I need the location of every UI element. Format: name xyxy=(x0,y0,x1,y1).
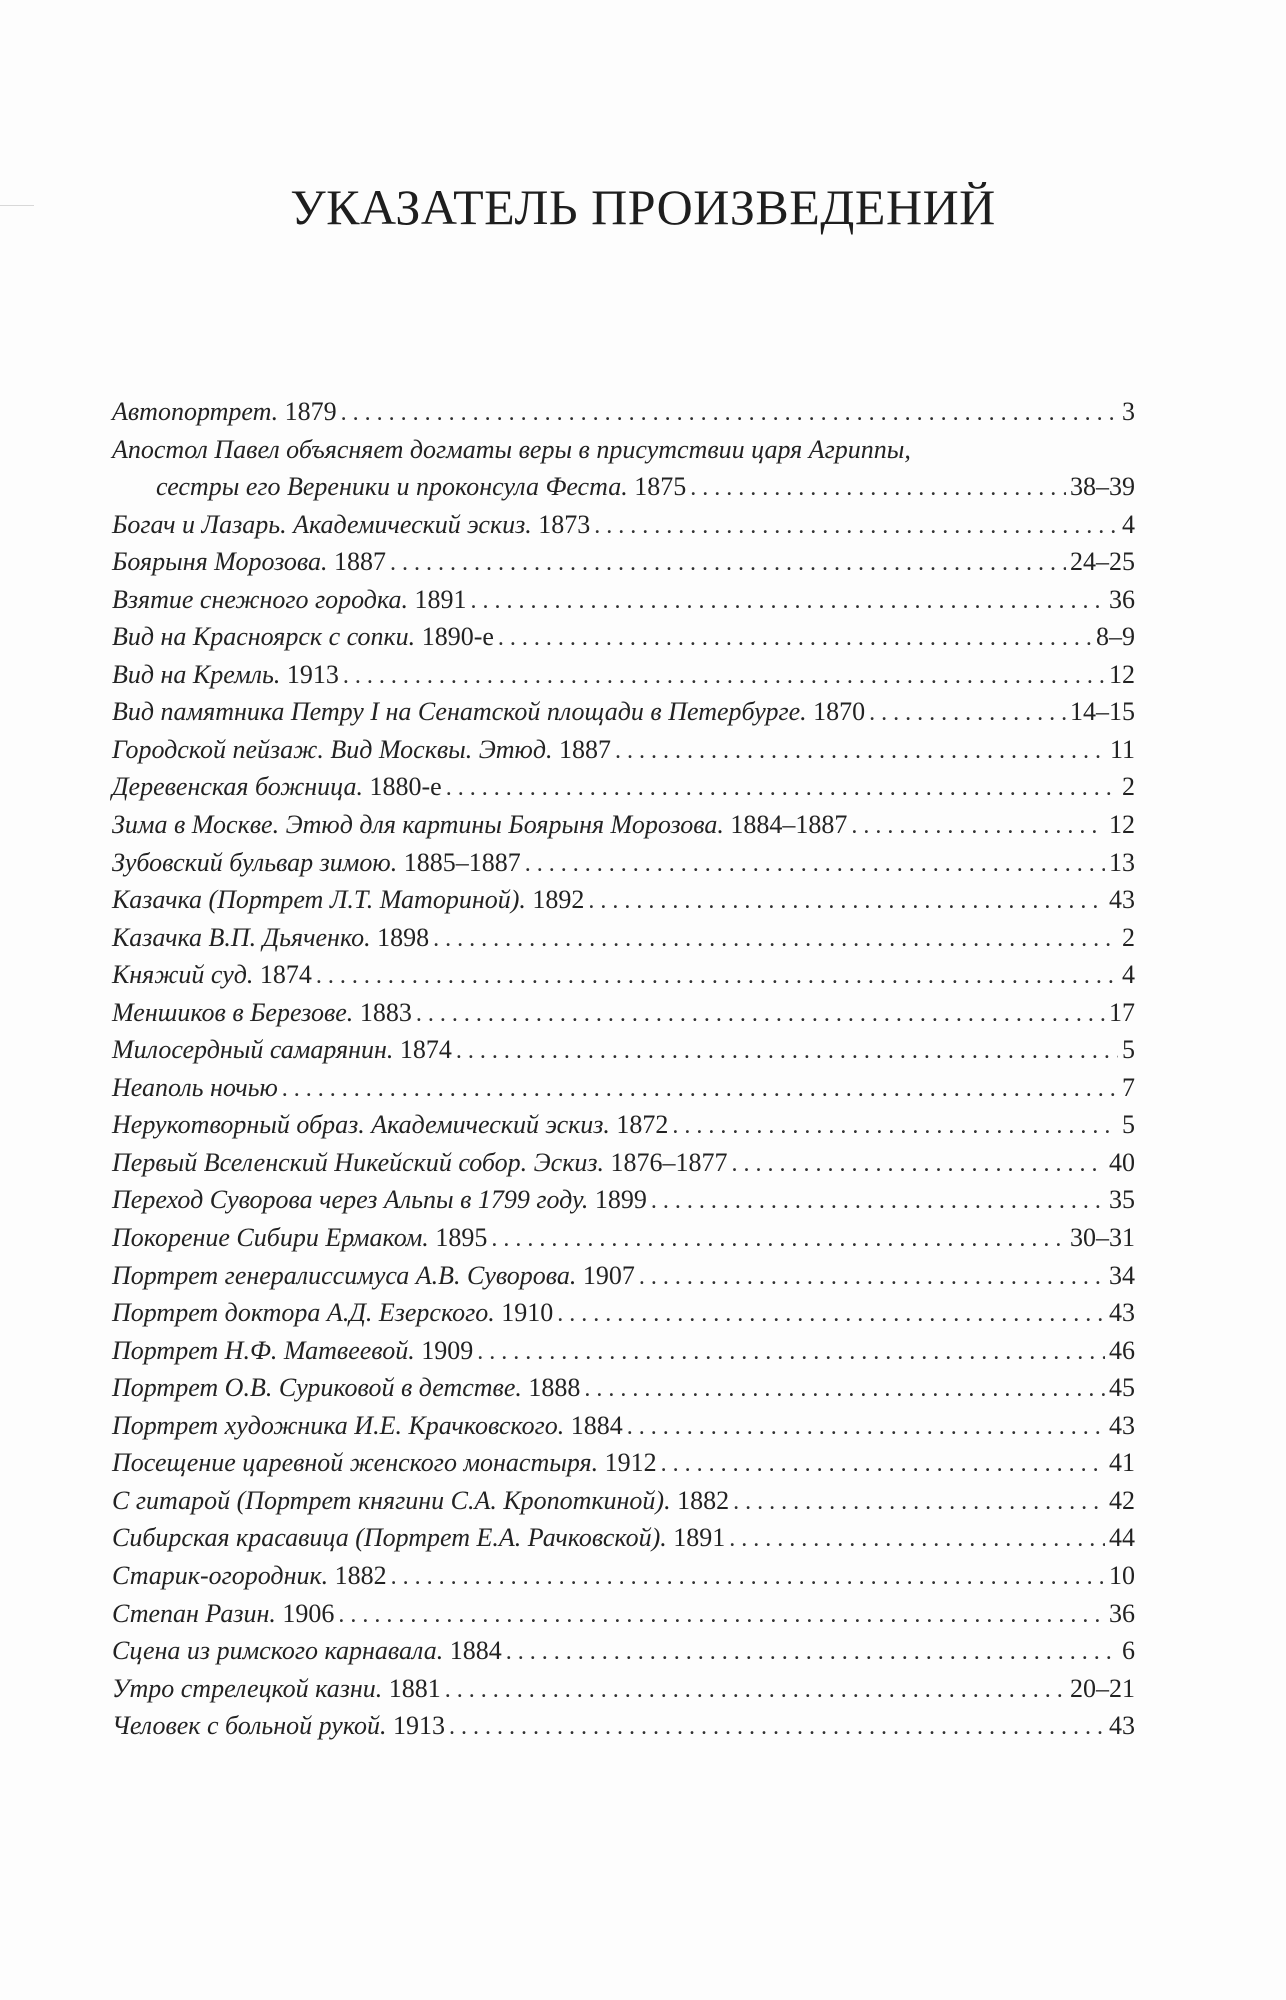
work-year: 1909 xyxy=(421,1335,474,1365)
work-name: Княжий суд. xyxy=(112,960,254,990)
work-name: Деревенская божница. xyxy=(112,772,363,802)
page-number: 35 xyxy=(1109,1185,1135,1215)
index-entry xyxy=(112,1219,1135,1257)
index-entry xyxy=(112,1106,1135,1144)
page-number: 12 xyxy=(1109,810,1135,840)
page-number: 46 xyxy=(1109,1335,1135,1365)
page-number: 34 xyxy=(1109,1260,1135,1290)
work-name: Городской пейзаж. Вид Москвы. Этюд. xyxy=(112,734,553,764)
work-year: 1899 xyxy=(594,1185,647,1215)
work-name: Первый Вселенский Никейский собор. Эскиз. xyxy=(112,1147,604,1177)
dot-leader xyxy=(338,1597,1105,1635)
work-year: 1891 xyxy=(414,584,467,614)
page-number: 2 xyxy=(1122,922,1135,952)
work-name: Взятие снежного городка. xyxy=(112,584,408,614)
page-number: 43 xyxy=(1109,1410,1135,1440)
work-year: 1891 xyxy=(673,1523,726,1553)
dot-leader xyxy=(449,1709,1105,1747)
page-number: 43 xyxy=(1109,1298,1135,1328)
index-entry xyxy=(112,881,1135,919)
index-entry xyxy=(112,1294,1135,1332)
dot-leader xyxy=(639,1259,1105,1297)
index-entry xyxy=(112,1595,1135,1633)
work-name: Посещение царевной женского монастыря. xyxy=(112,1448,599,1478)
index-entry xyxy=(112,1670,1135,1708)
work-name: Неаполь ночью xyxy=(112,1072,278,1102)
dot-leader xyxy=(672,1108,1118,1146)
page-number: 17 xyxy=(1109,997,1135,1027)
dot-leader xyxy=(491,1221,1066,1259)
work-year: 1870 xyxy=(813,697,866,727)
page-number: 7 xyxy=(1122,1072,1135,1102)
work-name: Портрет Н.Ф. Матвеевой. xyxy=(112,1335,415,1365)
work-name: Вид памятника Петру I на Сенатской площади в Петербурге. xyxy=(112,697,807,727)
page-number: 3 xyxy=(1122,397,1135,426)
page-number: 44 xyxy=(1109,1523,1135,1553)
dot-leader xyxy=(525,846,1105,884)
work-name: Сибирская красавица (Портрет Е.А. Рачковской). xyxy=(112,1523,667,1553)
dot-leader xyxy=(557,1296,1105,1334)
work-name: Казачка В.П. Дьяченко. xyxy=(112,922,371,952)
page-number: 20–21 xyxy=(1070,1673,1135,1703)
index-entry xyxy=(112,1144,1135,1182)
work-year: 1872 xyxy=(616,1110,669,1140)
index-entry xyxy=(112,806,1135,844)
work-year: 1895 xyxy=(435,1223,488,1253)
work-name: Портрет генералиссимуса А.В. Суворова. xyxy=(112,1260,577,1290)
index-entry xyxy=(112,1181,1135,1219)
dot-leader xyxy=(690,470,1066,508)
index-entry xyxy=(112,506,1135,544)
work-year: 1874 xyxy=(399,1035,452,1065)
work-year: 1887 xyxy=(334,547,387,577)
dot-leader xyxy=(588,883,1105,921)
dot-leader xyxy=(594,508,1118,546)
index-entry xyxy=(112,956,1135,994)
dot-leader xyxy=(470,583,1105,621)
dot-leader xyxy=(316,958,1118,996)
work-year: 1880-е xyxy=(369,772,442,802)
dot-leader xyxy=(446,770,1118,808)
work-name-continued: сестры его Вереники и проконсула Феста. xyxy=(156,472,628,502)
index-entry xyxy=(112,919,1135,957)
index-entry xyxy=(112,543,1135,581)
work-name: С гитарой (Портрет княгини С.А. Кропоткиной). xyxy=(112,1485,671,1515)
dot-leader xyxy=(732,1146,1106,1184)
work-year: 1884 xyxy=(570,1410,623,1440)
index-entry xyxy=(112,581,1135,619)
page-number: 41 xyxy=(1109,1448,1135,1478)
dot-leader xyxy=(651,1183,1105,1221)
work-name: Меншиков в Березове. xyxy=(112,997,354,1027)
dot-leader xyxy=(477,1334,1105,1372)
page-number: 42 xyxy=(1109,1485,1135,1515)
index-entry xyxy=(112,844,1135,882)
page-number: 43 xyxy=(1109,885,1135,915)
index-entry xyxy=(112,1031,1135,1069)
work-year: 1881 xyxy=(388,1673,441,1703)
page-number: 8–9 xyxy=(1096,622,1135,652)
work-year: 1913 xyxy=(393,1711,446,1741)
work-year: 1912 xyxy=(604,1448,657,1478)
work-year: 1888 xyxy=(528,1373,581,1403)
page-number: 38–39 xyxy=(1070,472,1135,502)
index-entry xyxy=(112,1069,1135,1107)
work-name: Портрет доктора А.Д. Езерского. xyxy=(112,1298,495,1328)
dot-leader xyxy=(282,1071,1118,1109)
dot-leader xyxy=(615,733,1106,771)
work-name: Покорение Сибири Ермаком. xyxy=(112,1223,429,1253)
index-entry xyxy=(112,731,1135,769)
work-name: Казачка (Портрет Л.Т. Маториной). xyxy=(112,885,526,915)
work-year: 1913 xyxy=(286,659,339,689)
work-name: Автопортрет. xyxy=(112,397,279,426)
work-year: 1876–1877 xyxy=(610,1147,728,1177)
dot-leader xyxy=(584,1371,1105,1409)
dot-leader xyxy=(661,1446,1105,1484)
work-year: 1907 xyxy=(582,1260,635,1290)
index-entry-line xyxy=(112,431,1135,469)
work-year: 1885–1887 xyxy=(403,847,521,877)
page-number: 13 xyxy=(1109,847,1135,877)
work-name: Боярыня Морозова. xyxy=(112,547,328,577)
work-year: 1879 xyxy=(284,397,337,426)
index-entry xyxy=(112,1369,1135,1407)
work-name: Вид на Красноярск с сопки. xyxy=(112,622,416,652)
work-name: Степан Разин. xyxy=(112,1598,276,1628)
page-number: 24–25 xyxy=(1070,547,1135,577)
index-entry xyxy=(112,468,1135,506)
work-name: Утро стрелецкой казни. xyxy=(112,1673,383,1703)
work-name: Портрет О.В. Суриковой в детстве. xyxy=(112,1373,522,1403)
dot-leader xyxy=(627,1409,1105,1447)
index-entry xyxy=(112,618,1135,656)
page-number: 36 xyxy=(1109,584,1135,614)
index-entry xyxy=(112,994,1135,1032)
page-number: 2 xyxy=(1122,772,1135,802)
work-year: 1884–1887 xyxy=(730,810,848,840)
work-name: Старик-огородник. xyxy=(112,1560,329,1590)
page-number: 5 xyxy=(1122,1110,1135,1140)
works-index xyxy=(112,393,1135,1745)
page-number: 30–31 xyxy=(1070,1223,1135,1253)
page-number: 4 xyxy=(1122,509,1135,539)
dot-leader xyxy=(416,996,1105,1034)
work-year: 1874 xyxy=(259,960,312,990)
work-name: Апостол Павел объясняет догматы веры в присутствии царя Агриппы, xyxy=(112,434,911,464)
page-number: 4 xyxy=(1122,960,1135,990)
index-entry xyxy=(112,1257,1135,1295)
page-number: 10 xyxy=(1109,1560,1135,1590)
work-name: Милосердный самарянин. xyxy=(112,1035,394,1065)
work-name: Богач и Лазарь. Академический эскиз. xyxy=(112,509,532,539)
index-entry xyxy=(112,1482,1135,1520)
work-year: 1898 xyxy=(377,922,430,952)
index-entry xyxy=(112,656,1135,694)
page-title: УКАЗАТЕЛЬ ПРОИЗВЕДЕНИЙ xyxy=(290,179,996,235)
work-year: 1883 xyxy=(359,997,412,1027)
index-entry xyxy=(112,693,1135,731)
work-year: 1882 xyxy=(334,1560,387,1590)
work-name: Вид на Кремль. xyxy=(112,659,281,689)
dot-leader xyxy=(445,1672,1066,1710)
index-entry xyxy=(112,1444,1135,1482)
page-number: 36 xyxy=(1109,1598,1135,1628)
index-entry xyxy=(112,1332,1135,1370)
work-year: 1873 xyxy=(538,509,591,539)
dot-leader xyxy=(343,658,1105,696)
dot-leader xyxy=(869,695,1066,733)
work-year: 1884 xyxy=(449,1636,502,1666)
index-entry xyxy=(112,393,1135,431)
dot-leader xyxy=(729,1521,1105,1559)
page-number: 40 xyxy=(1109,1147,1135,1177)
work-name: Сцена из римского карнавала. xyxy=(112,1636,444,1666)
dot-leader xyxy=(391,1559,1105,1597)
work-year: 1892 xyxy=(532,885,585,915)
work-name: Нерукотворный образ. Академический эскиз. xyxy=(112,1110,610,1140)
page-number: 5 xyxy=(1122,1035,1135,1065)
dot-leader xyxy=(341,395,1118,433)
dot-leader xyxy=(433,921,1118,959)
page-number: 14–15 xyxy=(1070,697,1135,727)
dot-leader xyxy=(851,808,1105,846)
index-entry xyxy=(112,1707,1135,1745)
page-number: 12 xyxy=(1109,659,1135,689)
work-year: 1887 xyxy=(559,734,612,764)
dot-leader xyxy=(390,545,1066,583)
index-entry xyxy=(112,1632,1135,1670)
dot-leader xyxy=(506,1634,1118,1672)
work-name: Портрет художника И.Е. Крачковского. xyxy=(112,1410,565,1440)
work-year: 1875 xyxy=(634,472,687,502)
index-entry xyxy=(112,1519,1135,1557)
work-year: 1882 xyxy=(677,1485,730,1515)
dot-leader xyxy=(456,1033,1118,1071)
page-number: 6 xyxy=(1122,1636,1135,1666)
work-name: Зима в Москве. Этюд для картины Боярыня Морозова. xyxy=(112,810,724,840)
work-name: Переход Суворова через Альпы в 1799 году. xyxy=(112,1185,589,1215)
work-name: Человек с больной рукой. xyxy=(112,1711,387,1741)
page-number: 43 xyxy=(1109,1711,1135,1741)
work-year: 1906 xyxy=(282,1598,335,1628)
page-number: 11 xyxy=(1109,734,1135,764)
index-entry xyxy=(112,1407,1135,1445)
index-entry xyxy=(112,1557,1135,1595)
dot-leader xyxy=(498,620,1092,658)
page-number: 45 xyxy=(1109,1373,1135,1403)
work-year: 1910 xyxy=(501,1298,554,1328)
dot-leader xyxy=(733,1484,1105,1522)
work-name: Зубовский бульвар зимою. xyxy=(112,847,398,877)
index-entry xyxy=(112,768,1135,806)
work-year: 1890-е xyxy=(421,622,494,652)
